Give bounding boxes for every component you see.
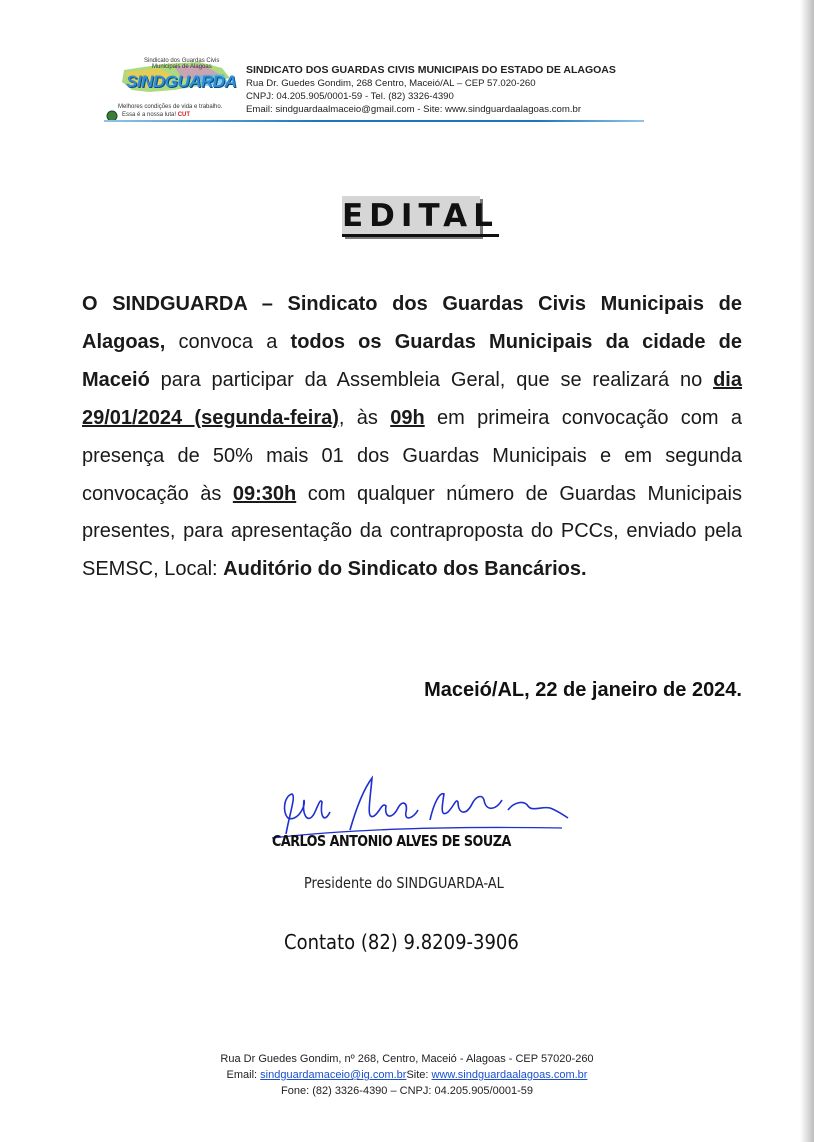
document-title: EDITAL — [342, 196, 480, 236]
org-name: SINDICATO DOS GUARDAS CIVIS MUNICIPAIS DO ESTADO DE ALAGOAS — [246, 64, 616, 76]
meeting-location: Auditório do Sindicato dos Bancários. — [223, 558, 587, 581]
signer-role: Presidente do SINDGUARDA-AL — [304, 874, 504, 892]
cut-logo: CUT — [177, 112, 191, 118]
footer — [0, 1051, 814, 1099]
body-text-4: em primeira convocação com a presença de 50% mais 01 dos Guardas Municipais e em segunda convocação às — [82, 406, 742, 505]
body-text-2: para participar da Assembleia Geral, que se realizará no — [149, 368, 714, 391]
footer-site-label: Site: — [406, 1069, 432, 1081]
first-call-time: 09h — [390, 406, 425, 429]
footer-email-link[interactable]: sindguardamaceio@ig.com.br — [260, 1069, 407, 1081]
logo-small-text: Sindicato dos Guardas Civis — [144, 58, 220, 64]
sindguarda-logo — [104, 56, 244, 122]
letterhead-info — [246, 64, 616, 116]
signer-name: CARLOS ANTONIO ALVES DE SOUZA — [272, 832, 511, 850]
contact-phone: Contato (82) 9.8209-3906 — [284, 930, 519, 954]
body-audience: todos os Guardas Municipais da cidade de Maceió — [82, 330, 742, 391]
logo-title: SINDGUARDA — [126, 72, 237, 91]
footer-phone-cnpj: Fone: (82) 3326-4390 – CNPJ: 04.205.905/0001-59 — [281, 1085, 533, 1097]
body-text-1: convoca a — [165, 330, 291, 353]
body-text-3: , às — [338, 406, 391, 429]
footer-site-link[interactable]: www.sindguardaalagoas.com.br — [431, 1069, 588, 1081]
page-edge-shadow — [800, 0, 814, 1142]
header-divider — [104, 120, 644, 122]
second-call-time: 09:30h — [232, 482, 297, 505]
footer-contact-line — [0, 1067, 814, 1083]
org-email-site: Email: sindguardaalmaceio@gmail.com - Site: www.sindguardaalagoas.com.br — [246, 104, 582, 115]
edital-body — [82, 286, 742, 589]
body-text-5: com qualquer número de Guardas Municipais presentes, para apresentação da contraproposta do PCCs, enviado pela SEMSC, Local: — [82, 482, 742, 581]
logo-tagline-2: Essa é a nossa luta! CUT — [122, 112, 191, 118]
org-address: Rua Dr. Guedes Gondim, 268 Centro, Maceió/AL – CEP 57.020-260 — [246, 78, 536, 89]
logo-tagline-1: Melhores condições de vida e trabalho. — [118, 104, 223, 110]
footer-email-label: Email: — [226, 1069, 261, 1081]
document-date: Maceió/AL, 22 de janeiro de 2024. — [424, 679, 742, 701]
body-org-name: O SINDGUARDA – Sindicato dos Guardas Civis Municipais de Alagoas, — [82, 293, 742, 353]
letterhead — [104, 54, 644, 124]
footer-address: Rua Dr Guedes Gondim, nº 268, Centro, Maceió - Alagoas - CEP 57020-260 — [220, 1053, 594, 1065]
logo-small-text-2: Municipais de Alagoas — [152, 64, 212, 70]
meeting-date: dia 29/01/2024 (segunda-feira) — [82, 368, 742, 429]
org-cnpj-tel: CNPJ: 04.205.905/0001-59 - Tel. (82) 3326-4390 — [246, 91, 454, 102]
